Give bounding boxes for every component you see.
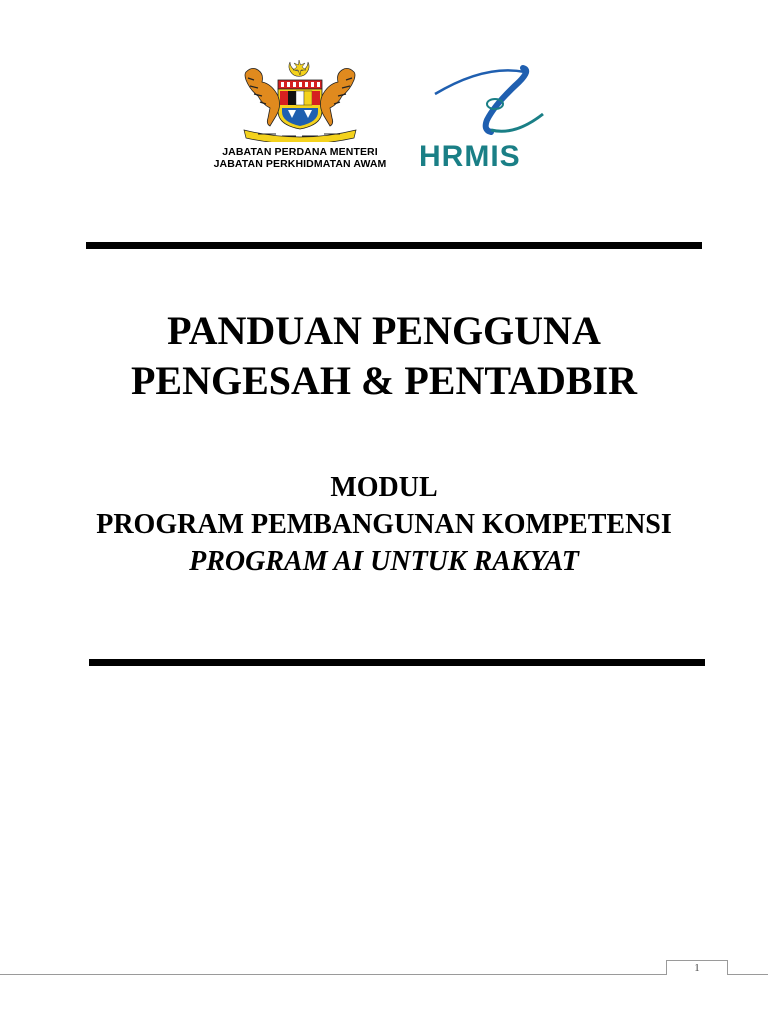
document-title — [0, 306, 768, 406]
agency-name — [190, 146, 410, 170]
page-number: 1 — [666, 960, 728, 975]
title-line-2: PENGESAH & PENTADBIR — [131, 358, 637, 403]
malaysia-coat-of-arms-icon — [238, 58, 362, 142]
subtitle-line-program: PROGRAM PEMBANGUNAN KOMPETENSI — [96, 509, 672, 540]
agency-line-jpm: JABATAN PERDANA MENTERI — [222, 146, 378, 158]
header-logos — [0, 0, 768, 180]
subtitle-line-modul: MODUL — [330, 472, 438, 503]
title-line-1: PANDUAN PENGGUNA — [167, 308, 601, 353]
subtitle-line-ai: PROGRAM AI UNTUK RAKYAT — [189, 546, 579, 577]
agency-line-jpa: JABATAN PERKHIDMATAN AWAM — [213, 158, 387, 170]
footer-line — [0, 974, 768, 975]
top-divider — [86, 242, 702, 249]
bottom-divider — [89, 659, 705, 666]
module-subtitle — [0, 469, 768, 580]
hrmis-wordmark: HRMIS — [419, 140, 521, 172]
hrmis-logo — [415, 64, 565, 172]
hrmis-swirl-icon — [435, 68, 543, 132]
